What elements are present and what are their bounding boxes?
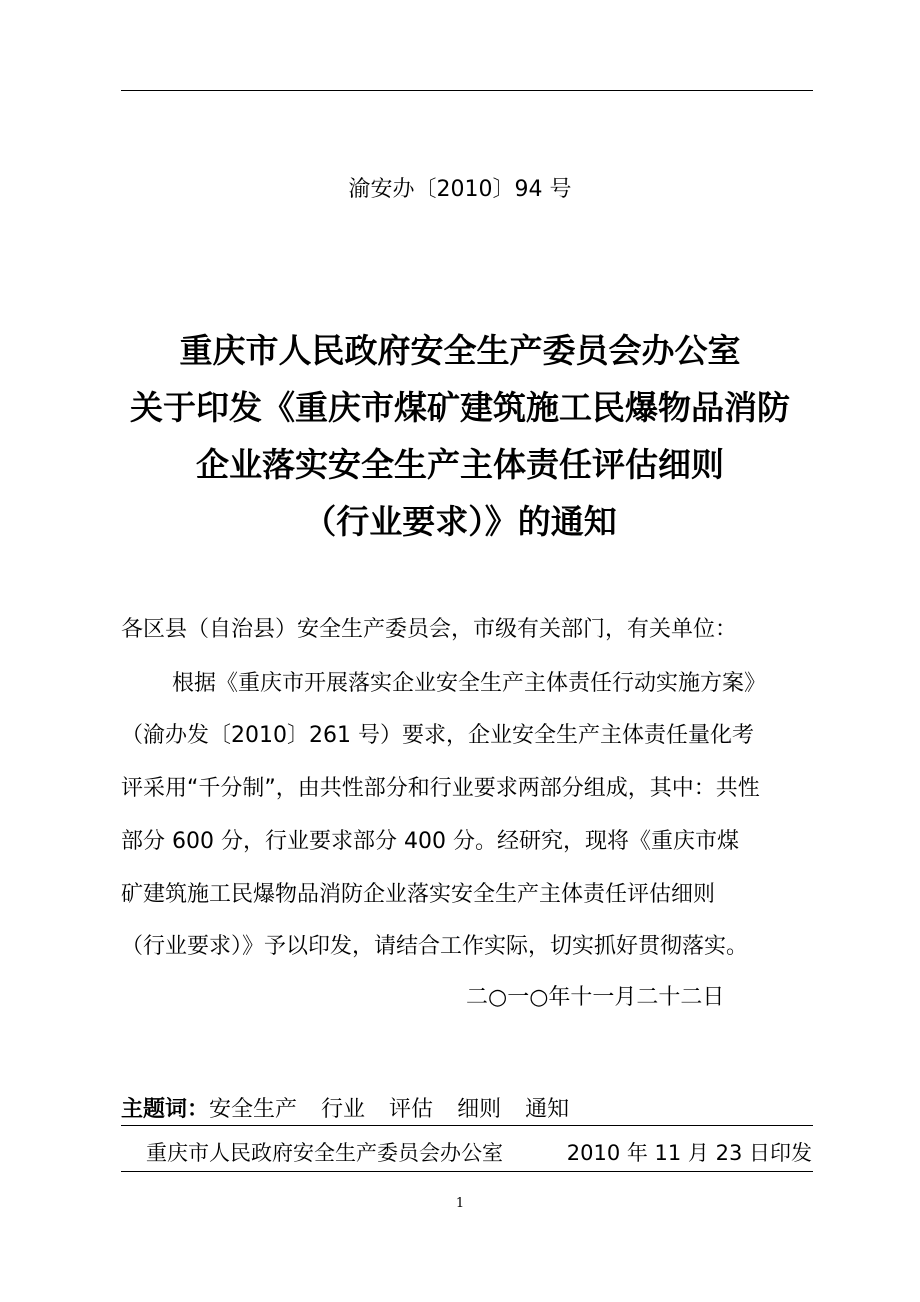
title-line-1: 重庆市人民政府安全生产委员会办公室 <box>179 331 741 370</box>
body-line-4: 部分 600 分，行业要求部分 400 分。经研究，现将《重庆市煤 <box>121 829 739 854</box>
body-line-2: （渝办发〔2010〕261 号）要求，企业安全生产主体责任量化考 <box>121 723 754 748</box>
keyword: 行业 <box>321 1097 366 1122</box>
page-number: 1 <box>455 1196 465 1211</box>
keyword: 安全生产 <box>209 1097 298 1122</box>
title-line-3: 企业落实安全生产主体责任评估细则 <box>196 445 724 484</box>
title-line-4: （行业要求）》的通知 <box>303 502 617 541</box>
footer-rule-top <box>121 1125 813 1126</box>
keyword: 细则 <box>457 1097 502 1122</box>
header-rule <box>121 90 813 91</box>
issue-date: 二○一○年十一月二十二日 <box>466 985 725 1010</box>
body-line-3: 评采用“千分制”，由共性部分和行业要求两部分组成，其中：共性 <box>121 776 760 801</box>
body-line-1: 根据《重庆市开展落实企业安全生产主体责任行动实施方案》 <box>172 671 767 696</box>
keywords-line <box>121 1092 593 1123</box>
document-title <box>0 322 920 550</box>
keywords-label: 主题词： <box>121 1097 210 1122</box>
keyword: 通知 <box>525 1097 570 1122</box>
footer-print-date: 2010 年 11 月 23 日印发 <box>566 1141 812 1165</box>
title-line-2: 关于印发《重庆市煤矿建筑施工民爆物品消防 <box>130 388 790 427</box>
body-line-6: （行业要求）》予以印发，请结合工作实际，切实抓好贯彻落实。 <box>121 934 749 959</box>
document-number: 渝安办〔2010〕94 号 <box>348 177 572 202</box>
footer-rule-bottom <box>121 1171 813 1172</box>
keyword: 评估 <box>389 1097 434 1122</box>
addressee: 各区县（自治县）安全生产委员会，市级有关部门，有关单位： <box>121 617 738 642</box>
footer-organization: 重庆市人民政府安全生产委员会办公室 <box>146 1141 503 1165</box>
body-line-5: 矿建筑施工民爆物品消防企业落实安全生产主体责任评估细则 <box>121 882 716 907</box>
